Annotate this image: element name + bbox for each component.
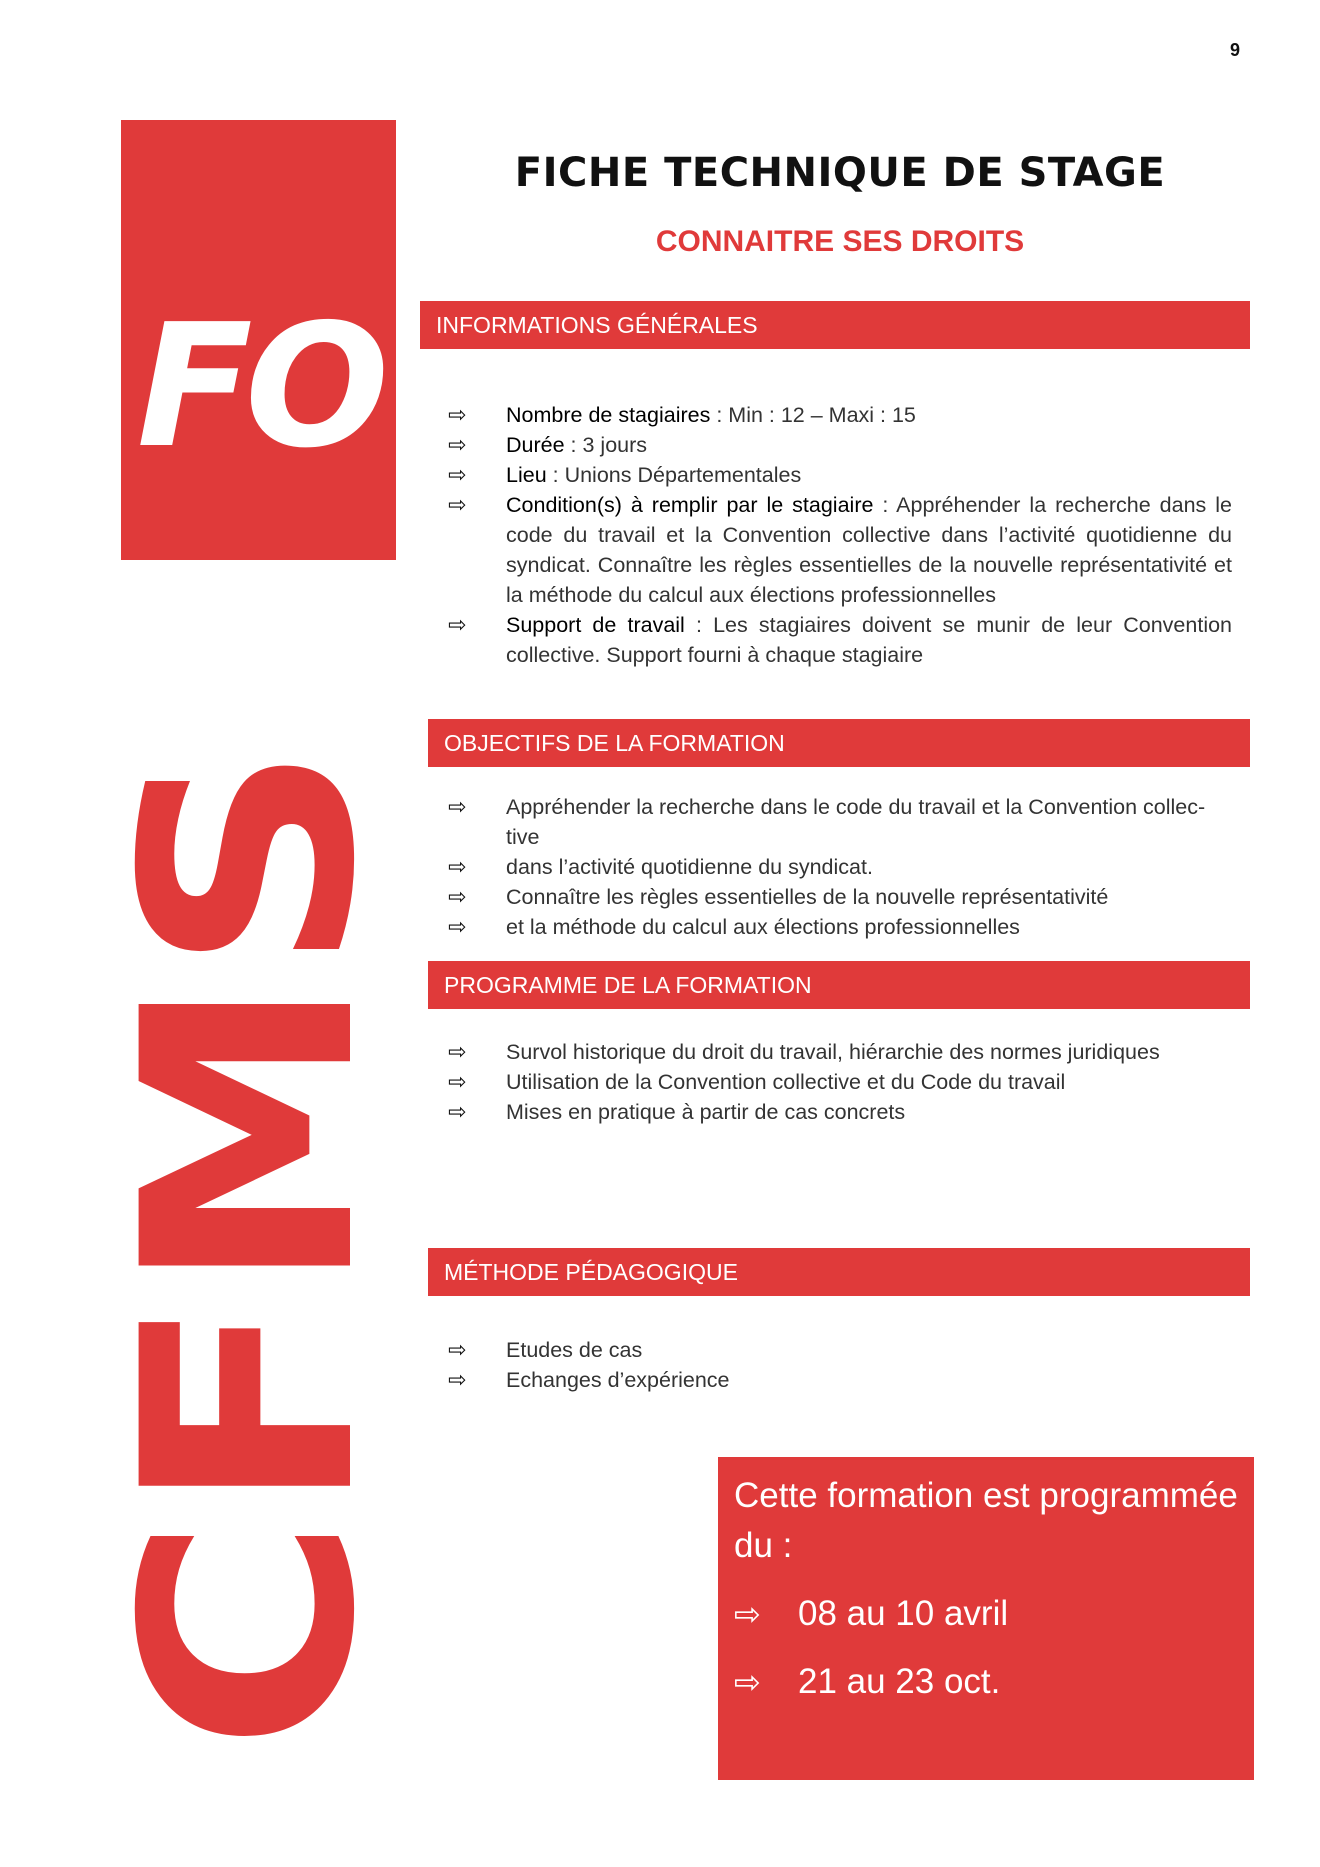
arrow-icon: ⇨ xyxy=(448,492,467,517)
item-label: Durée xyxy=(506,433,565,457)
item-value: : Les stagiaires doivent se munir de leur Convention collective. Support fourni à chaque stagiaire xyxy=(506,613,1233,667)
list-item: ⇨ et la méthode du calcul aux élections professionnelles xyxy=(448,912,1232,942)
item-value: : Appréhender la recherche dans le code du travail et la Convention collective dans l’activité quotidienne du syndicat. Connaître les règles essentielles de la nouvelle représentativité et la méthode du calcul aux élections professionnelles xyxy=(506,493,1232,607)
cfms-text: CFMS xyxy=(82,843,419,1752)
item-value: : Min : 12 – Maxi : 15 xyxy=(710,403,916,427)
arrow-icon: ⇨ xyxy=(448,794,467,819)
section-header-objectives: OBJECTIFS DE LA FORMATION xyxy=(428,719,1250,767)
arrow-icon: ⇨ xyxy=(448,432,467,457)
list-item: ⇨ Utilisation de la Convention collective et du Code du travail xyxy=(448,1067,1232,1097)
callout-date: 21 au 23 oct. xyxy=(798,1662,1001,1701)
item-label: Nombre de stagiaires xyxy=(506,403,711,427)
callout-date-row xyxy=(734,1657,1238,1707)
item-label: Lieu xyxy=(506,463,547,487)
arrow-icon: ⇨ xyxy=(448,854,467,879)
section-header-program: PROGRAMME DE LA FORMATION xyxy=(428,961,1250,1009)
section-header-method: MÉTHODE PÉDAGOGIQUE xyxy=(428,1248,1250,1296)
item-value: : 3 jours xyxy=(564,433,648,457)
list-item xyxy=(448,490,1232,610)
arrow-icon: ⇨ xyxy=(448,1337,467,1362)
fo-logo-text: FO xyxy=(136,288,382,486)
arrow-icon: ⇨ xyxy=(448,1069,467,1094)
arrow-icon: ⇨ xyxy=(448,1039,467,1064)
arrow-icon: ⇨ xyxy=(448,1367,467,1392)
item-label: Support de travail xyxy=(506,613,685,637)
list-item: ⇨ Echanges d’expérience xyxy=(448,1365,1232,1395)
list-item xyxy=(448,400,1232,430)
callout-date-row xyxy=(734,1589,1238,1639)
arrow-icon: ⇨ xyxy=(734,1596,761,1632)
list-item xyxy=(448,430,1232,460)
page-title: FICHE TECHNIQUE DE STAGE xyxy=(514,150,1166,196)
arrow-icon: ⇨ xyxy=(448,402,467,427)
page-subtitle: CONNAITRE SES DROITS xyxy=(655,225,1025,258)
page-number: 9 xyxy=(1229,40,1240,60)
list-item: ⇨ Survol historique du droit du travail, hiérarchie des normes juridiques xyxy=(448,1037,1232,1067)
fo-logo xyxy=(121,120,396,560)
schedule-callout xyxy=(718,1457,1254,1780)
list-item xyxy=(448,610,1232,670)
arrow-icon: ⇨ xyxy=(448,462,467,487)
program-list xyxy=(448,1037,1232,1127)
list-item: ⇨ Appréhender la recherche dans le code du travail et la Convention collec-tive xyxy=(448,794,1206,849)
arrow-icon: ⇨ xyxy=(448,1099,467,1124)
list-item: ⇨ Mises en pratique à partir de cas concrets xyxy=(448,1097,1232,1127)
method-list xyxy=(448,1335,1232,1395)
arrow-icon: ⇨ xyxy=(734,1664,761,1700)
callout-title: Cette formation est programmée du : xyxy=(734,1476,1238,1565)
cfms-vertical-logo xyxy=(82,740,419,1755)
list-item: ⇨ Etudes de cas xyxy=(448,1335,1232,1365)
arrow-icon: ⇨ xyxy=(448,612,467,637)
callout-date: 08 au 10 avril xyxy=(798,1594,1009,1633)
arrow-icon: ⇨ xyxy=(448,914,467,939)
list-item: ⇨ dans l’activité quotidienne du syndicat. xyxy=(448,852,1232,882)
section-header-info: INFORMATIONS GÉNÉRALES xyxy=(420,301,1250,349)
item-value: : Unions Départementales xyxy=(546,463,802,487)
arrow-icon: ⇨ xyxy=(448,884,467,909)
objectives-list xyxy=(448,792,1232,942)
list-item xyxy=(448,460,1232,490)
info-list xyxy=(448,400,1232,670)
list-item: ⇨ Connaître les règles essentielles de la nouvelle représentativité xyxy=(448,882,1232,912)
item-label: Condition(s) à remplir par le stagiaire xyxy=(506,493,874,517)
